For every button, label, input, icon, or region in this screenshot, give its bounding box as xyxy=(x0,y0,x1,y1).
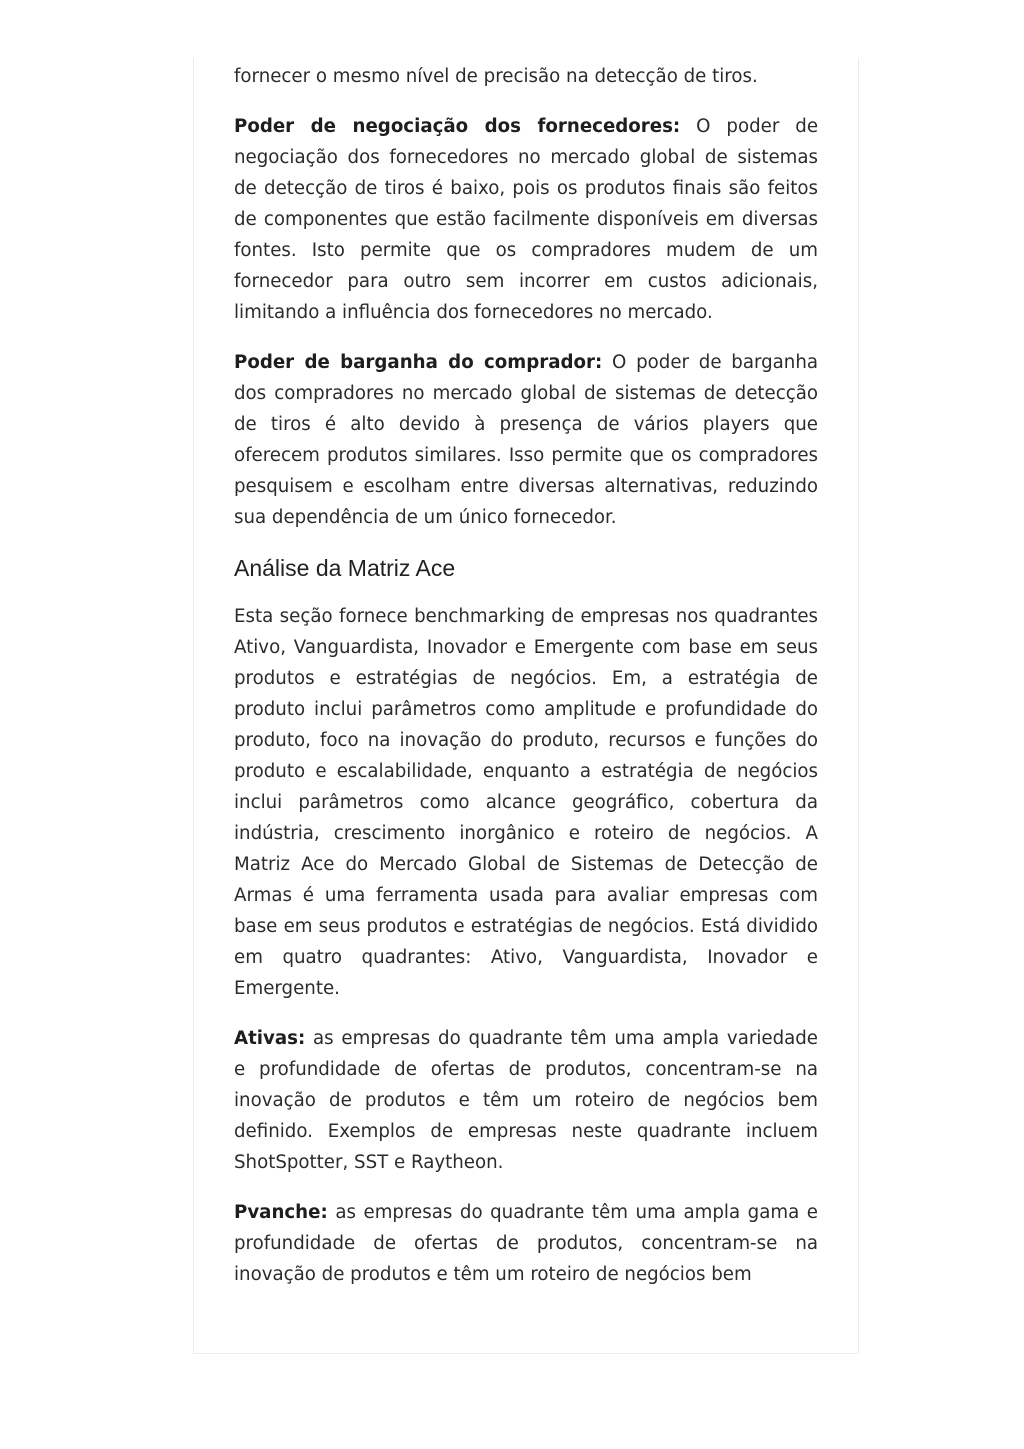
pvanche-paragraph xyxy=(234,1197,818,1290)
article-card xyxy=(193,58,859,1354)
section-body-paragraph: Esta seção fornece benchmarking de empresas nos quadrantes Ativo, Vanguardista, Inovador e Emergente com base em seus produtos e estratégias de negócios. Em, a estratégia de produto inclui parâmetros como amplitude e profundidade do produto, foco na inovação do produto, recursos e funções do produto e escalabilidade, enquanto a estratégia de negócios inclui parâmetros como alcance geográfico, cobertura da indústria, crescimento inorgânico e roteiro de negócios. A Matriz Ace do Mercado Global de Sistemas de Detecção de Armas é uma ferramenta usada para avaliar empresas com base em seus produtos e estratégias de negócios. Está dividido em quatro quadrantes: Ativo, Vanguardista, Inovador e Emergente. xyxy=(234,606,818,999)
article-content xyxy=(234,61,818,1309)
pvanche-text: as empresas do quadrante têm uma ampla gama e profundidade de ofertas de produtos, concentram-se na inovação de produtos e têm um roteiro de negócios bem xyxy=(234,1202,818,1285)
buyers-label: Poder de barganha do comprador: xyxy=(234,352,603,373)
active-paragraph xyxy=(234,1023,818,1178)
suppliers-label: Poder de negociação dos fornecedores: xyxy=(234,116,681,137)
active-label: Ativas: xyxy=(234,1028,306,1049)
buyers-paragraph xyxy=(234,347,818,533)
suppliers-paragraph xyxy=(234,111,818,328)
pvanche-label: Pvanche: xyxy=(234,1202,328,1223)
section-heading: Análise da Matriz Ace xyxy=(234,555,456,581)
intro-tail-paragraph: fornecer o mesmo nível de precisão na detecção de tiros. xyxy=(234,66,758,87)
active-text: as empresas do quadrante têm uma ampla variedade e profundidade de ofertas de produtos, concentram-se na inovação de produtos e têm um roteiro de negócios bem definido. Exemplos de empresas neste quadrante incluem ShotSpotter, SST e Raytheon. xyxy=(234,1028,818,1173)
suppliers-text: O poder de negociação dos fornecedores no mercado global de sistemas de detecção de tiros é baixo, pois os produtos finais são feitos de componentes que estão facilmente disponíveis em diversas fontes. Isto permite que os compradores mudem de um fornecedor para outro sem incorrer em custos adicionais, limitando a influência dos fornecedores no mercado. xyxy=(234,116,819,323)
buyers-text: O poder de barganha dos compradores no mercado global de sistemas de detecção de tiros é alto devido à presença de vários players que oferecem produtos similares. Isso permite que os compradores pesquisem e escolham entre diversas alternativas, reduzindo sua dependência de um único fornecedor. xyxy=(234,352,819,528)
